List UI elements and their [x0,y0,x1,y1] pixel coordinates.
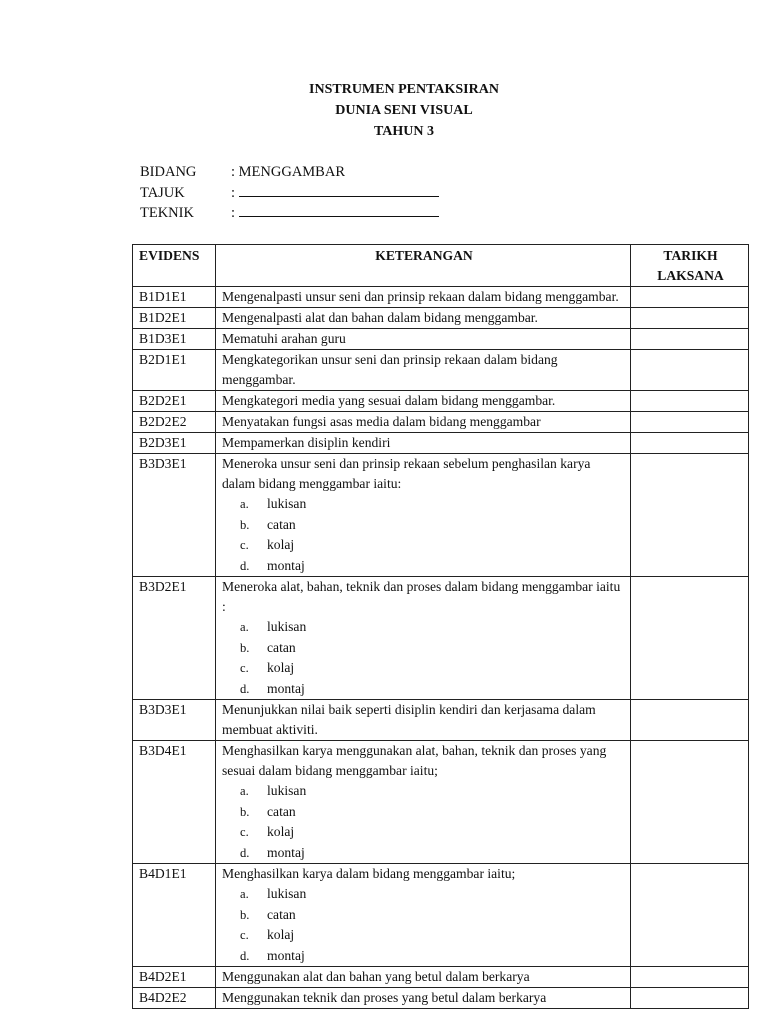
table-body [133,287,749,1009]
option-item [240,535,626,556]
evidence-code: B3D4E1 [133,741,216,864]
option-text: lukisan [267,496,307,511]
teknik-blank-line [239,203,439,217]
tarikh-laksana-cell[interactable] [631,329,749,350]
evidence-code: B1D3E1 [133,329,216,350]
option-text: catan [267,906,296,922]
option-marker: b. [240,640,250,655]
evidence-code: B2D3E1 [133,433,216,454]
table-row [133,287,749,308]
tarikh-laksana-cell[interactable] [631,308,749,329]
meta-row-teknik [140,203,439,224]
evidence-description: Menghasilkan karya menggunakan alat, bahan, teknik dan proses yang sesuai dalam bidang menggambar iaitu; [222,743,607,778]
option-marker: a. [240,497,249,511]
evidence-description-cell [216,967,631,988]
option-marker: c. [240,661,249,675]
table-row [133,433,749,454]
option-marker: b. [240,907,250,922]
option-item [240,781,626,802]
meta-row-tajuk [140,183,439,204]
header-tarikh-laksana: TARIKH LAKSANA [631,245,749,287]
tarikh-laksana-cell[interactable] [631,577,749,700]
evidence-description-cell [216,412,631,433]
evidence-code: B4D2E2 [133,988,216,1009]
tarikh-laksana-cell[interactable] [631,391,749,412]
title-line-2: DUNIA SENI VISUAL [335,103,473,118]
option-item [240,658,626,679]
evidence-description: Menyatakan fungsi asas media dalam bidang menggambar [222,414,541,429]
tarikh-laksana-cell[interactable] [631,350,749,391]
option-list [222,617,626,699]
header-evidens: EVIDENS [133,245,216,287]
meta-fields [140,162,439,224]
evidence-description: Meneroka unsur seni dan prinsip rekaan sebelum penghasilan karya dalam bidang menggambar iaitu: [222,456,591,491]
evidence-description: Mengenalpasti unsur seni dan prinsip rekaan dalam bidang menggambar. [222,289,619,304]
option-marker: d. [240,948,250,963]
option-list [222,884,626,966]
option-text: montaj [267,947,305,963]
option-marker: c. [240,825,249,839]
tajuk-blank-line [239,183,439,197]
evidence-description-cell [216,329,631,350]
evidence-code: B4D2E1 [133,967,216,988]
evidence-description: Mengkategori media yang sesuai dalam bidang menggambar. [222,393,556,408]
tajuk-label: TAJUK [140,184,185,201]
option-item [240,925,626,946]
option-item [240,679,626,700]
title-line-3: TAHUN 3 [373,124,435,139]
option-marker: c. [240,928,249,942]
tajuk-colon: : [231,184,236,201]
option-item [240,905,626,926]
evidence-description-cell [216,741,631,864]
evidence-description-cell [216,287,631,308]
table-row [133,391,749,412]
bidang-label: BIDANG [140,164,197,180]
option-item [240,802,626,823]
option-marker: d. [240,558,250,573]
tarikh-laksana-cell[interactable] [631,988,749,1009]
tarikh-laksana-cell[interactable] [631,412,749,433]
evidence-description-cell [216,454,631,577]
option-text: lukisan [267,783,307,798]
option-text: catan [267,639,296,655]
option-text: kolaj [267,660,295,675]
table-row [133,988,749,1009]
tarikh-laksana-cell[interactable] [631,700,749,741]
table-row [133,967,749,988]
evidence-description: Menghasilkan karya dalam bidang menggambar iaitu; [222,866,516,881]
table-row [133,412,749,433]
evidence-code: B3D2E1 [133,577,216,700]
option-marker: c. [240,538,249,552]
evidence-code: B1D1E1 [133,287,216,308]
evidence-code: B3D3E1 [133,454,216,577]
tarikh-laksana-cell[interactable] [631,864,749,967]
option-item [240,494,626,515]
option-marker: b. [240,804,250,819]
option-marker: a. [240,784,249,798]
tarikh-laksana-cell[interactable] [631,967,749,988]
option-text: kolaj [267,824,295,839]
evidence-description-cell [216,988,631,1009]
evidence-description: Mengenalpasti alat dan bahan dalam bidang menggambar. [222,310,538,325]
option-marker: b. [240,517,250,532]
evidence-description: Menunjukkan nilai baik seperti disiplin kendiri dan kerjasama dalam membuat aktiviti. [222,702,596,737]
option-marker: d. [240,681,250,696]
evidence-code: B4D1E1 [133,864,216,967]
evidence-code: B1D2E1 [133,308,216,329]
table-row [133,308,749,329]
evidence-description: Menggunakan alat dan bahan yang betul dalam berkarya [222,969,530,984]
option-item [240,843,626,864]
document-title-block [0,79,768,142]
option-text: kolaj [267,537,295,552]
option-marker: a. [240,887,249,901]
evidence-description-cell [216,350,631,391]
option-text: montaj [267,844,305,860]
table-row [133,741,749,864]
option-text: lukisan [267,886,307,901]
table-row [133,700,749,741]
option-text: montaj [267,557,305,573]
evidence-code: B2D2E2 [133,412,216,433]
meta-row-bidang [140,162,439,183]
teknik-colon: : [231,205,236,221]
teknik-label: TEKNIK [140,205,194,221]
tarikh-laksana-cell[interactable] [631,741,749,864]
evidence-description: Mengkategorikan unsur seni dan prinsip rekaan dalam bidang menggambar. [222,352,558,387]
option-text: kolaj [267,927,295,942]
evidence-description-cell [216,700,631,741]
option-marker: d. [240,845,250,860]
evidence-table [132,244,749,1009]
tarikh-laksana-cell[interactable] [631,433,749,454]
evidence-description-cell [216,433,631,454]
option-item [240,556,626,577]
table-row [133,350,749,391]
evidence-description: Mempamerkan disiplin kendiri [222,435,391,450]
table-row [133,577,749,700]
tarikh-laksana-cell[interactable] [631,454,749,577]
evidence-description-cell [216,308,631,329]
option-item [240,638,626,659]
option-item [240,946,626,967]
table-row [133,864,749,967]
option-item [240,515,626,536]
evidence-code: B3D3E1 [133,700,216,741]
option-marker: a. [240,620,249,634]
evidence-description: Menggunakan teknik dan proses yang betul dalam berkarya [222,990,547,1005]
title-line-1: INSTRUMEN PENTAKSIRAN [309,82,499,97]
option-list [222,494,626,576]
tarikh-laksana-cell[interactable] [631,287,749,308]
option-item [240,617,626,638]
evidence-description-cell [216,864,631,967]
option-text: lukisan [267,619,307,634]
evidence-description: Mematuhi arahan guru [222,331,346,346]
option-item [240,822,626,843]
option-text: montaj [267,680,305,696]
evidence-description-cell [216,577,631,700]
evidence-description: Meneroka alat, bahan, teknik dan proses dalam bidang menggambar iaitu : [222,579,621,614]
bidang-value: : MENGGAMBAR [231,164,345,180]
header-keterangan: KETERANGAN [216,245,631,287]
table-header-row [133,245,749,287]
evidence-code: B2D2E1 [133,391,216,412]
evidence-description-cell [216,391,631,412]
option-item [240,884,626,905]
evidence-code: B2D1E1 [133,350,216,391]
option-text: catan [267,803,296,819]
table-row [133,454,749,577]
option-list [222,781,626,863]
option-text: catan [267,516,296,532]
table-row [133,329,749,350]
